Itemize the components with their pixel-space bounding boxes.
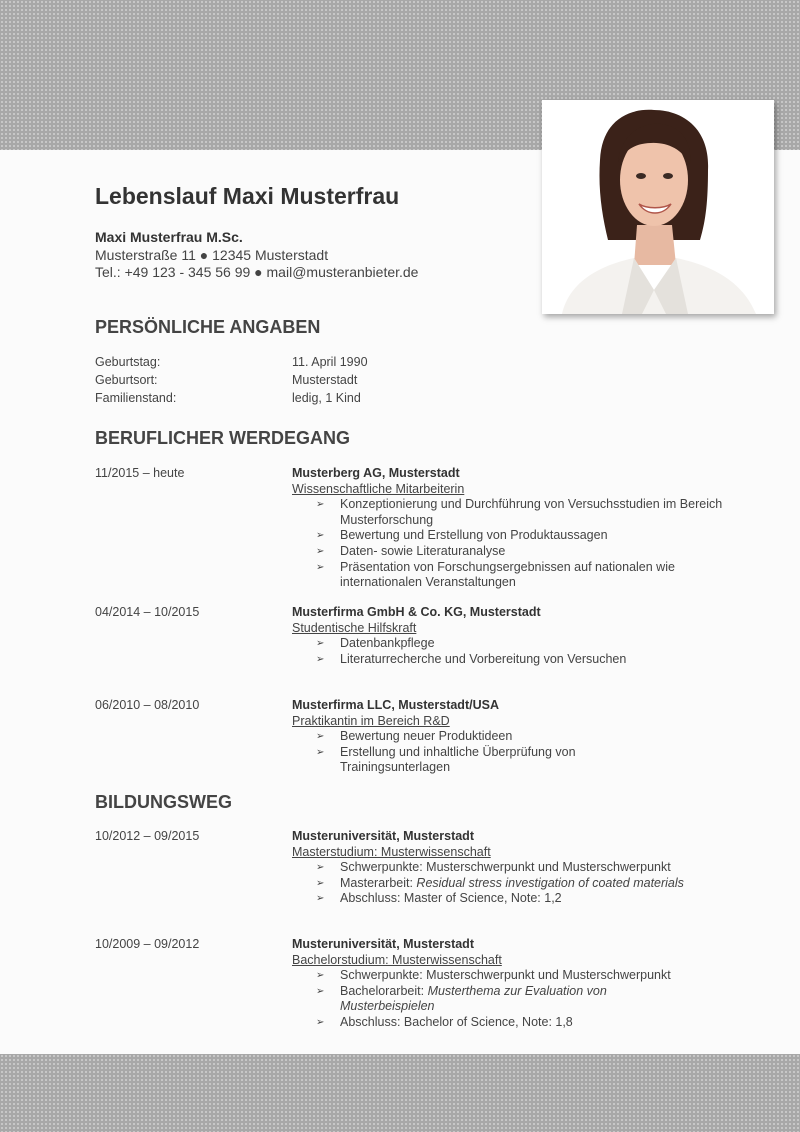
arrowhead-bullet-icon: ➢ [316, 970, 325, 982]
entry-institution: Musteruniversität, Musterstadt [292, 937, 474, 951]
personal-value: Musterstadt [292, 373, 358, 387]
entry-company: Musterberg AG, Musterstadt [292, 466, 460, 480]
bullet-item: ➢ Abschluss: Master of Science, Note: 1,2 [316, 891, 562, 906]
bullet-item: ➢ Präsentation von Forschungsergebnissen auf nationalen wie internationalen Veranstaltungen [316, 559, 675, 590]
bullet-item: ➢ Konzeptionierung und Durchführung von Versuchsstudien im Bereich Musterforschung [316, 497, 723, 527]
arrowhead-bullet-icon: ➢ [316, 731, 325, 743]
bullet-item: ➢ Abschluss: Bachelor of Science, Note: 1,8 [316, 1014, 573, 1029]
bullet-item: ➢ Datenbankpflege [316, 636, 435, 651]
entry-role: Praktikantin im Bereich R&D [292, 713, 450, 728]
entry-date: 10/2009 – 09/2012 [95, 937, 200, 951]
personal-value: 11. April 1990 [292, 355, 368, 369]
bullet-item: ➢ Daten- sowie Literaturanalyse [316, 543, 506, 558]
section-heading-career: BERUFLICHER WERDEGANG [95, 428, 350, 448]
entry-date: 04/2014 – 10/2015 [95, 605, 200, 619]
entry-degree: Masterstudium: Musterwissenschaft [292, 844, 491, 859]
entry-role: Studentische Hilfskraft [292, 620, 417, 635]
bullet-item: ➢ Schwerpunkte: Musterschwerpunkt und Musterschwerpunkt [316, 968, 671, 983]
arrowhead-bullet-icon: ➢ [316, 561, 325, 573]
entry-date: 06/2010 – 08/2010 [95, 698, 200, 712]
bullet-item: ➢ Literaturrecherche und Vorbereitung von Versuchen [316, 651, 627, 666]
arrowhead-bullet-icon: ➢ [316, 653, 325, 665]
arrowhead-bullet-icon: ➢ [316, 1016, 325, 1028]
section-heading-education: BILDUNGSWEG [95, 792, 232, 812]
applicant-address: Musterstraße 11 ● 12345 Musterstadt [95, 247, 329, 263]
personal-value: ledig, 1 Kind [292, 391, 361, 405]
bullet-item: ➢ Erstellung und inhaltliche Überprüfung von Trainingsunterlagen [316, 744, 576, 775]
applicant-name: Maxi Musterfrau M.Sc. [95, 229, 243, 245]
entry-institution: Musteruniversität, Musterstadt [292, 829, 474, 843]
arrowhead-bullet-icon: ➢ [316, 985, 325, 997]
personal-label: Geburtstag: [95, 355, 161, 369]
personal-label: Geburtsort: [95, 373, 158, 387]
entry-company: Musterfirma GmbH & Co. KG, Musterstadt [292, 605, 541, 619]
arrowhead-bullet-icon: ➢ [316, 877, 325, 889]
arrowhead-bullet-icon: ➢ [316, 638, 325, 650]
arrowhead-bullet-icon: ➢ [316, 862, 325, 874]
profile-photo [542, 100, 774, 314]
entry-degree: Bachelorstudium: Musterwissenschaft [292, 952, 502, 967]
entry-date: 10/2012 – 09/2015 [95, 829, 200, 843]
arrowhead-bullet-icon: ➢ [316, 545, 325, 557]
bullet-item: ➢ Bewertung und Erstellung von Produktaussagen [316, 528, 608, 543]
bullet-item: ➢ Masterarbeit: Residual stress investigation of coated materials [316, 875, 684, 890]
entry-role: Wissenschaftliche Mitarbeiterin [292, 481, 465, 496]
bottom-pattern-band [0, 1054, 800, 1132]
entry-date: 11/2015 – heute [95, 466, 185, 480]
applicant-contact: Tel.: +49 123 - 345 56 99 ● mail@musteranbieter.de [95, 264, 419, 280]
arrowhead-bullet-icon: ➢ [316, 530, 325, 542]
arrowhead-bullet-icon: ➢ [316, 893, 325, 905]
personal-label: Familienstand: [95, 391, 177, 405]
arrowhead-bullet-icon: ➢ [316, 746, 325, 758]
bullet-item: ➢ Bachelorarbeit: Musterthema zur Evaluation von Musterbeispielen [316, 983, 607, 1014]
arrowhead-bullet-icon: ➢ [316, 499, 325, 511]
page-title: Lebenslauf Maxi Musterfrau [95, 183, 400, 209]
bullet-item: ➢ Schwerpunkte: Musterschwerpunkt und Musterschwerpunkt [316, 860, 671, 875]
bullet-item: ➢ Bewertung neuer Produktideen [316, 729, 513, 744]
entry-company: Musterfirma LLC, Musterstadt/USA [292, 698, 499, 712]
section-heading-personal: PERSÖNLICHE ANGABEN [95, 317, 321, 337]
